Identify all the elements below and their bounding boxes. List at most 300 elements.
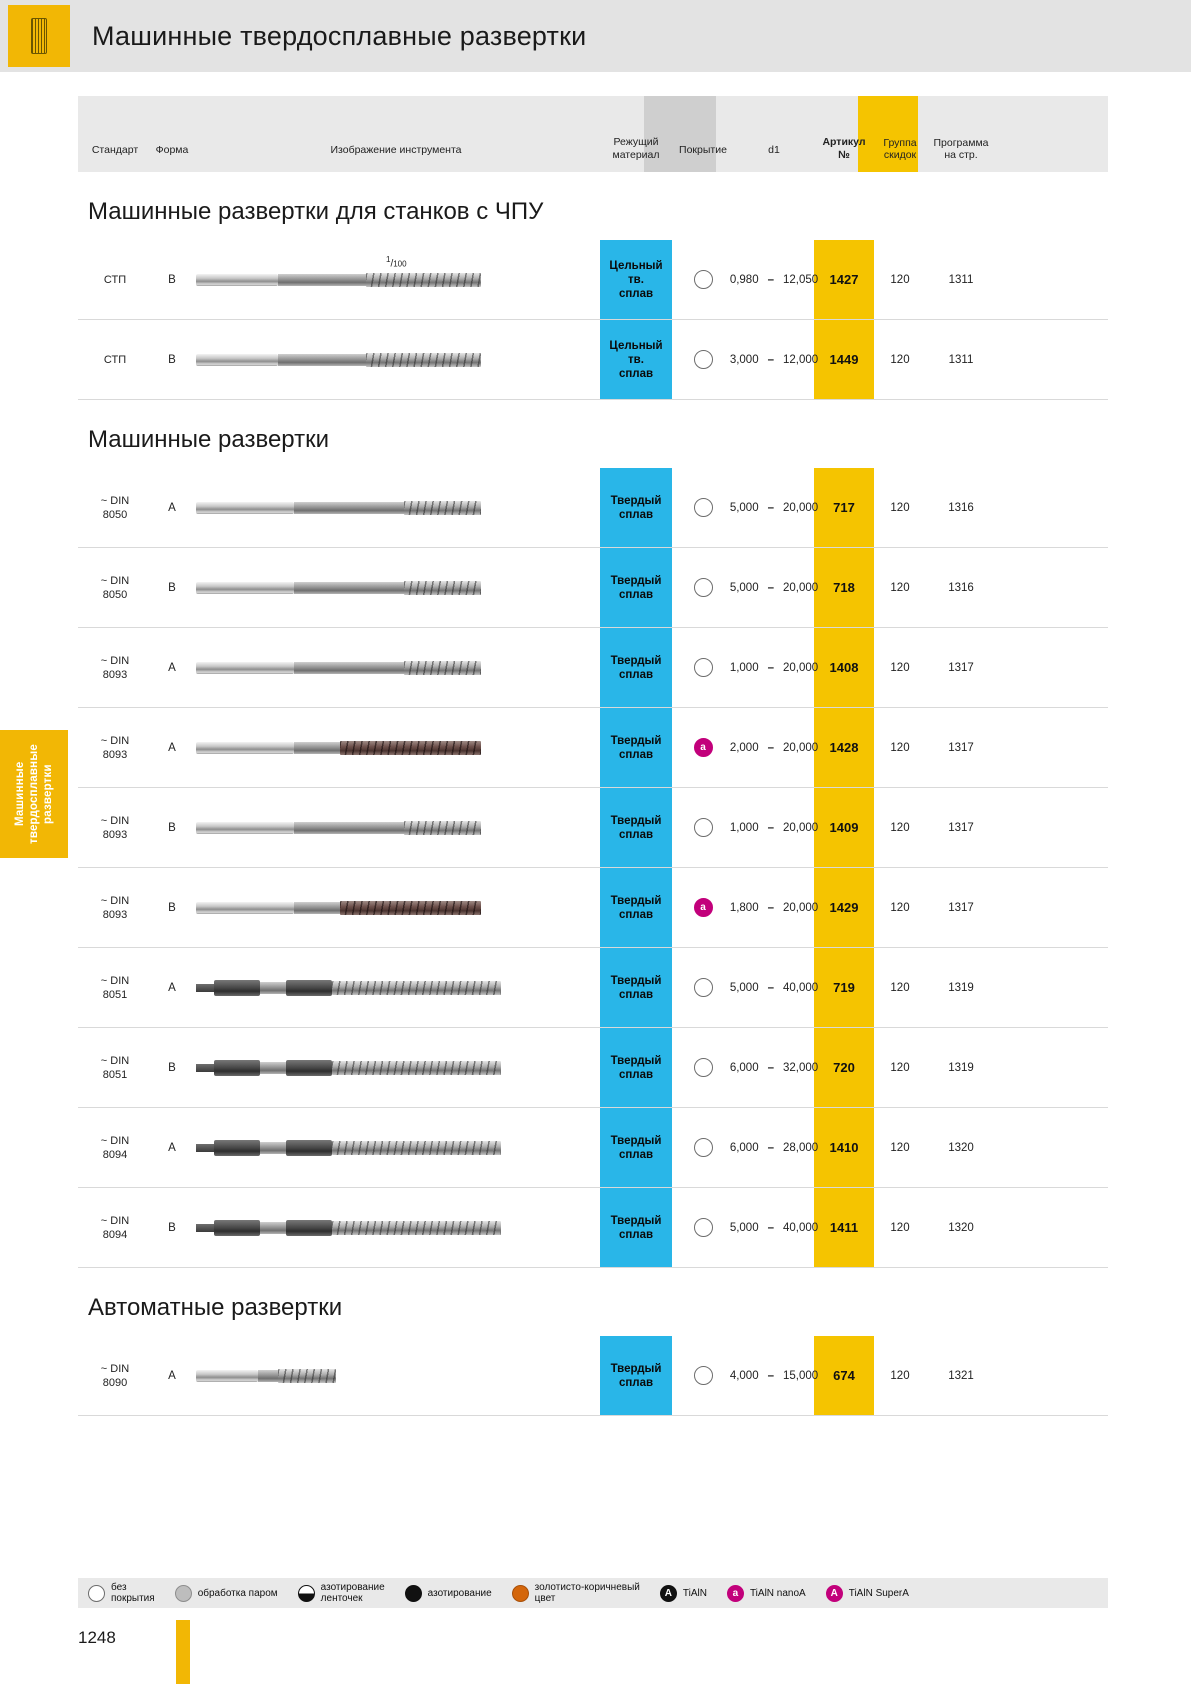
cut-line1: Твердый (610, 654, 662, 667)
table-row[interactable] (78, 1336, 1108, 1416)
cell-coating (672, 320, 734, 399)
d1-to: 15,000 (783, 1369, 819, 1382)
d1-from: 5,000 (729, 581, 759, 594)
header-discount-line1: Группа (883, 137, 917, 149)
d1-from: 1,800 (729, 901, 759, 914)
header-program-line2: на стр. (944, 149, 978, 161)
standard-line2: 8050 (102, 508, 128, 521)
cell-discount-group: 120 (890, 581, 910, 594)
coating-none-icon (694, 658, 713, 677)
standard-line2: 8094 (102, 1148, 128, 1161)
cell-d1 (729, 548, 819, 627)
table-column-headers (78, 96, 1108, 172)
cell-cutting-material (600, 788, 672, 867)
d1-dash: – (767, 1141, 774, 1154)
legend-label-line1: TiAlN SuperA (848, 1587, 909, 1599)
reamer-graphic-morse-taper (196, 979, 501, 997)
cell-tool-image (196, 1108, 596, 1187)
cell-form: A (168, 661, 176, 674)
cell-program-page[interactable]: 1316 (948, 501, 974, 514)
legend-item-tialn-supera (816, 1585, 919, 1602)
header-form: Форма (155, 144, 189, 156)
cell-d1 (729, 788, 819, 867)
cut-line2: сплав (618, 1068, 654, 1081)
cell-discount-group: 120 (890, 353, 910, 366)
reamer-graphic-morse-taper (196, 1059, 501, 1077)
standard-line1: ~ DIN (100, 894, 130, 907)
standard-line2: 8050 (102, 588, 128, 601)
standard-line1: ~ DIN (100, 1214, 130, 1227)
legend-item-tialn (650, 1585, 717, 1602)
cell-standard: СТП (103, 353, 127, 366)
cell-article[interactable]: 1409 (829, 820, 859, 835)
cell-tool-image (196, 1336, 596, 1415)
d1-dash: – (767, 981, 774, 994)
cell-cutting-material (600, 628, 672, 707)
cell-cutting-material (600, 1108, 672, 1187)
cell-tool-image (196, 468, 596, 547)
legend-item-tialn-nanoa (717, 1585, 816, 1602)
cut-line1: Твердый (610, 1362, 662, 1375)
coating-none-icon (694, 270, 713, 289)
cell-tool-image (196, 948, 596, 1027)
section-rows (78, 1336, 1108, 1416)
coating-none-icon (694, 978, 713, 997)
cell-d1 (729, 320, 819, 399)
legend-item-nitrided-margins (288, 1582, 395, 1604)
cut-line1: Твердый (610, 734, 662, 747)
d1-from: 5,000 (729, 981, 759, 994)
cell-coating (672, 1108, 734, 1187)
cell-program-page[interactable]: 1317 (948, 741, 974, 754)
cell-program-page[interactable]: 1319 (948, 1061, 974, 1074)
reamer-tool-icon (8, 5, 70, 67)
d1-dash: – (767, 1221, 774, 1234)
cell-article[interactable]: 674 (833, 1368, 855, 1383)
coating-tialn-nanoa-icon: a (727, 1585, 744, 1602)
legend-label-line2: покрытия (111, 1593, 155, 1604)
cell-cutting-material (600, 948, 672, 1027)
d1-from: 2,000 (729, 741, 759, 754)
coating-none-icon (694, 498, 713, 517)
table-row[interactable] (78, 548, 1108, 628)
cell-tool-image (196, 320, 596, 399)
d1-dash: – (767, 661, 774, 674)
reamer-graphic-coated-short (196, 899, 481, 917)
table-row[interactable] (78, 948, 1108, 1028)
d1-dash: – (767, 821, 774, 834)
cut-line2: сплав (618, 588, 654, 601)
legend-label-line2: цвет (534, 1593, 556, 1604)
cell-d1 (729, 868, 819, 947)
cell-form: A (168, 1141, 176, 1154)
cell-cutting-material (600, 468, 672, 547)
coating-none-icon (694, 1366, 713, 1385)
cell-coating (672, 468, 734, 547)
reamer-graphic-straight-short (196, 819, 481, 837)
cell-program-page[interactable]: 1317 (948, 821, 974, 834)
cut-line2: тв. (628, 273, 644, 286)
cell-standard (78, 548, 152, 627)
coating-tialn-nanoa-icon: a (694, 738, 713, 757)
cell-cutting-material (600, 548, 672, 627)
cell-program-page[interactable]: 1320 (948, 1221, 974, 1234)
d1-to: 20,000 (783, 501, 819, 514)
cut-line3: сплав (618, 367, 654, 380)
section-title: Машинные развертки для станков с ЧПУ (88, 198, 544, 225)
cell-coating (672, 240, 734, 319)
table-row[interactable] (78, 1188, 1108, 1268)
cut-line2: тв. (628, 353, 644, 366)
cell-discount-group: 120 (890, 1369, 910, 1382)
cell-standard (78, 1336, 152, 1415)
d1-dash: – (767, 273, 774, 286)
standard-line1: ~ DIN (100, 1362, 130, 1375)
cut-line1: Твердый (610, 814, 662, 827)
cell-form: B (168, 581, 176, 594)
cell-article[interactable]: 718 (833, 580, 855, 595)
cut-line1: Твердый (610, 974, 662, 987)
cut-line1: Твердый (610, 574, 662, 587)
header-program-line1: Программа (933, 137, 989, 149)
cell-program-page[interactable]: 1311 (948, 273, 974, 286)
cell-coating (672, 1336, 734, 1415)
cell-discount-group: 120 (890, 1061, 910, 1074)
cell-standard (78, 788, 152, 867)
legend-label-line1: без (111, 1582, 127, 1593)
standard-line1: ~ DIN (100, 814, 130, 827)
cell-article[interactable]: 720 (833, 1060, 855, 1075)
cell-standard (78, 628, 152, 707)
cell-discount-group: 120 (890, 273, 910, 286)
page-header (0, 0, 1191, 72)
table-row[interactable] (78, 240, 1108, 320)
standard-line1: ~ DIN (100, 1134, 130, 1147)
catalog-table (78, 96, 1108, 1416)
d1-to: 20,000 (783, 661, 819, 674)
cell-tool-image (196, 1028, 596, 1107)
cell-program-page[interactable]: 1317 (948, 901, 974, 914)
d1-from: 6,000 (729, 1061, 759, 1074)
standard-line2: 8090 (102, 1376, 128, 1389)
d1-from: 0,980 (729, 273, 759, 286)
coating-none-icon (694, 1138, 713, 1157)
cell-discount-group: 120 (890, 661, 910, 674)
side-tab-label: Машинные твердосплавные развертки (14, 744, 54, 844)
cell-d1 (729, 1188, 819, 1267)
cell-tool-image (196, 548, 596, 627)
cell-cutting-material (600, 1188, 672, 1267)
cell-d1 (729, 948, 819, 1027)
cell-coating (672, 868, 734, 947)
coating-none-icon (694, 578, 713, 597)
d1-to: 12,050 (783, 273, 819, 286)
cell-form: B (168, 901, 176, 914)
d1-to: 40,000 (783, 981, 819, 994)
cell-d1 (729, 1336, 819, 1415)
cell-form: B (168, 821, 176, 834)
section-title: Машинные развертки (88, 426, 330, 453)
cell-article[interactable]: 1429 (829, 900, 859, 915)
cell-discount-group: 120 (890, 981, 910, 994)
cell-article[interactable]: 1449 (829, 352, 859, 367)
legend-label-line1: азотирование (320, 1582, 385, 1593)
cell-article[interactable]: 1427 (829, 272, 859, 287)
header-article: Артикул (822, 136, 866, 148)
standard-line1: ~ DIN (100, 494, 130, 507)
d1-from: 5,000 (729, 501, 759, 514)
legend-item-no-coating (78, 1582, 165, 1604)
cut-line1: Цельный (609, 339, 663, 352)
coating-nitrided-icon (405, 1585, 422, 1602)
cut-line2: сплав (618, 1228, 654, 1241)
header-coating: Покрытие (679, 144, 727, 156)
legend-label-line1: обработка паром (197, 1587, 278, 1599)
cut-line2: сплав (618, 1376, 654, 1389)
d1-dash: – (767, 901, 774, 914)
d1-to: 20,000 (783, 741, 819, 754)
section-rows (78, 468, 1108, 1268)
cell-tool-image (196, 708, 596, 787)
cut-line1: Твердый (610, 894, 662, 907)
cell-article[interactable]: 1428 (829, 740, 859, 755)
cell-program-page[interactable]: 1321 (948, 1369, 974, 1382)
cut-line1: Твердый (610, 494, 662, 507)
coating-tialn-nanoa-icon: a (694, 898, 713, 917)
cell-program-page[interactable]: 1319 (948, 981, 974, 994)
standard-line2: 8093 (102, 828, 128, 841)
cell-form: B (168, 1061, 176, 1074)
reamer-graphic-morse-taper (196, 1139, 501, 1157)
standard-line1: ~ DIN (100, 734, 130, 747)
reamer-graphic-morse-taper (196, 1219, 501, 1237)
cell-standard: СТП (103, 273, 127, 286)
cell-standard (78, 868, 152, 947)
standard-line2: 8093 (102, 748, 128, 761)
cell-article[interactable]: 1411 (829, 1220, 859, 1235)
table-row[interactable] (78, 468, 1108, 548)
cell-cutting-material (600, 320, 672, 399)
cell-d1 (729, 628, 819, 707)
coating-none-icon (694, 818, 713, 837)
cut-line1: Твердый (610, 1214, 662, 1227)
cell-standard (78, 948, 152, 1027)
cell-coating (672, 788, 734, 867)
cell-discount-group: 120 (890, 501, 910, 514)
cell-tool-image (196, 240, 596, 319)
cell-standard (78, 1028, 152, 1107)
taper-ratio-label: $^1$/100 (386, 254, 407, 269)
cell-program-page[interactable]: 1317 (948, 661, 974, 674)
side-tab-chapter[interactable] (0, 730, 68, 858)
cell-form: B (168, 353, 176, 366)
d1-dash: – (767, 741, 774, 754)
standard-line1: ~ DIN (100, 1054, 130, 1067)
d1-to: 12,000 (783, 353, 819, 366)
standard-line1: ~ DIN (100, 574, 130, 587)
coating-tialn-supera-icon: A (826, 1585, 843, 1602)
d1-to: 32,000 (783, 1061, 819, 1074)
header-image: Изображение инструмента (330, 144, 462, 156)
tool-glyph (31, 18, 47, 54)
reamer-graphic-straight-short (196, 659, 481, 677)
standard-line2: 8093 (102, 668, 128, 681)
coating-gold-brown-icon (512, 1585, 529, 1602)
legend-label-line1: азотирование (427, 1587, 492, 1599)
reamer-graphic-coated-short (196, 739, 481, 757)
d1-dash: – (767, 353, 774, 366)
cut-line1: Цельный (609, 259, 663, 272)
d1-dash: – (767, 1369, 774, 1382)
cell-tool-image (196, 868, 596, 947)
cell-cutting-material (600, 708, 672, 787)
reamer-graphic-stub (196, 1367, 336, 1385)
cell-article[interactable]: 1408 (829, 660, 859, 675)
d1-from: 1,000 (729, 661, 759, 674)
cell-form: A (168, 501, 176, 514)
cell-form: B (168, 273, 176, 286)
cell-d1 (729, 240, 819, 319)
header-article-sub: № (838, 149, 850, 161)
cell-coating (672, 548, 734, 627)
coating-none-icon (694, 1058, 713, 1077)
cell-coating (672, 628, 734, 707)
cell-discount-group: 120 (890, 741, 910, 754)
cell-discount-group: 120 (890, 1141, 910, 1154)
table-row[interactable] (78, 628, 1108, 708)
table-row[interactable] (78, 868, 1108, 948)
table-row[interactable] (78, 1108, 1108, 1188)
cell-form: A (168, 1369, 176, 1382)
cell-discount-group: 120 (890, 821, 910, 834)
cell-cutting-material (600, 240, 672, 319)
d1-to: 20,000 (783, 581, 819, 594)
header-cutting-material-line2: материал (612, 149, 660, 161)
legend-label-line2: ленточек (320, 1593, 363, 1604)
cell-program-page[interactable]: 1311 (948, 353, 974, 366)
cut-line2: сплав (618, 748, 654, 761)
d1-from: 5,000 (729, 1221, 759, 1234)
cell-standard (78, 1108, 152, 1187)
d1-from: 1,000 (729, 821, 759, 834)
coating-none-icon (694, 350, 713, 369)
cell-standard (78, 468, 152, 547)
reamer-graphic-straight-short (196, 499, 481, 517)
table-row[interactable] (78, 1028, 1108, 1108)
page-title: Машинные твердосплавные развертки (92, 20, 587, 51)
coating-steam-icon (175, 1585, 192, 1602)
cell-coating (672, 708, 734, 787)
legend-item-gold-brown (502, 1582, 650, 1604)
d1-dash: – (767, 581, 774, 594)
section-title: Автоматные развертки (88, 1294, 343, 1321)
d1-from: 6,000 (729, 1141, 759, 1154)
d1-from: 3,000 (729, 353, 759, 366)
d1-to: 40,000 (783, 1221, 819, 1234)
cell-coating (672, 1028, 734, 1107)
cell-article[interactable]: 717 (833, 500, 855, 515)
cut-line2: сплав (618, 828, 654, 841)
cell-cutting-material (600, 868, 672, 947)
reamer-graphic-straight-long (196, 254, 481, 289)
standard-line2: 8093 (102, 908, 128, 921)
d1-from: 4,000 (729, 1369, 759, 1382)
cell-form: B (168, 1221, 176, 1234)
cell-d1 (729, 468, 819, 547)
standard-line1: ~ DIN (100, 974, 130, 987)
cut-line2: сплав (618, 1148, 654, 1161)
section-rows (78, 240, 1108, 400)
coating-nitrided-margins-icon (298, 1585, 315, 1602)
d1-to: 20,000 (783, 821, 819, 834)
cut-line1: Твердый (610, 1134, 662, 1147)
d1-to: 20,000 (783, 901, 819, 914)
cell-program-page[interactable]: 1316 (948, 581, 974, 594)
cell-d1 (729, 1028, 819, 1107)
table-row[interactable] (78, 788, 1108, 868)
cell-form: A (168, 741, 176, 754)
cell-d1 (729, 708, 819, 787)
cut-line3: сплав (618, 287, 654, 300)
cell-article[interactable]: 719 (833, 980, 855, 995)
standard-line2: 8094 (102, 1228, 128, 1241)
header-discount-line2: скидок (883, 149, 917, 161)
header-standard: Стандарт (91, 144, 139, 156)
cell-coating (672, 1188, 734, 1267)
table-row[interactable] (78, 708, 1108, 788)
legend-item-steam (165, 1585, 288, 1602)
legend-label-line1: золотисто-коричневый (534, 1582, 640, 1593)
cell-discount-group: 120 (890, 1221, 910, 1234)
cell-article[interactable]: 1410 (829, 1140, 859, 1155)
reamer-graphic-straight-short (196, 579, 481, 597)
cell-form: A (168, 981, 176, 994)
page-number: 1248 (78, 1628, 116, 1647)
cut-line2: сплав (618, 908, 654, 921)
d1-dash: – (767, 1061, 774, 1074)
d1-dash: – (767, 501, 774, 514)
cut-line1: Твердый (610, 1054, 662, 1067)
cell-tool-image (196, 628, 596, 707)
cut-line2: сплав (618, 988, 654, 1001)
coating-none-icon (694, 1218, 713, 1237)
cell-tool-image (196, 788, 596, 867)
legend-item-nitrided (395, 1585, 502, 1602)
cell-cutting-material (600, 1336, 672, 1415)
cell-standard (78, 708, 152, 787)
cell-d1 (729, 1108, 819, 1187)
cell-program-page[interactable]: 1320 (948, 1141, 974, 1154)
coating-tialn-icon: A (660, 1585, 677, 1602)
standard-line2: 8051 (102, 1068, 128, 1081)
legend-label-line1: TiAlN (682, 1587, 707, 1599)
cut-line2: сплав (618, 668, 654, 681)
header-cutting-material-line1: Режущий (613, 136, 659, 148)
table-row[interactable] (78, 320, 1108, 400)
coating-none-icon (88, 1585, 105, 1602)
header-d1: d1 (768, 144, 780, 156)
reamer-graphic-straight-long (196, 351, 481, 369)
cell-cutting-material (600, 1028, 672, 1107)
cell-tool-image (196, 1188, 596, 1267)
cell-coating (672, 948, 734, 1027)
cut-line2: сплав (618, 508, 654, 521)
coating-legend (78, 1578, 1108, 1608)
standard-line2: 8051 (102, 988, 128, 1001)
footer-accent-bar (176, 1620, 190, 1684)
cell-discount-group: 120 (890, 901, 910, 914)
legend-label-line1: TiAlN nanoA (749, 1587, 806, 1599)
